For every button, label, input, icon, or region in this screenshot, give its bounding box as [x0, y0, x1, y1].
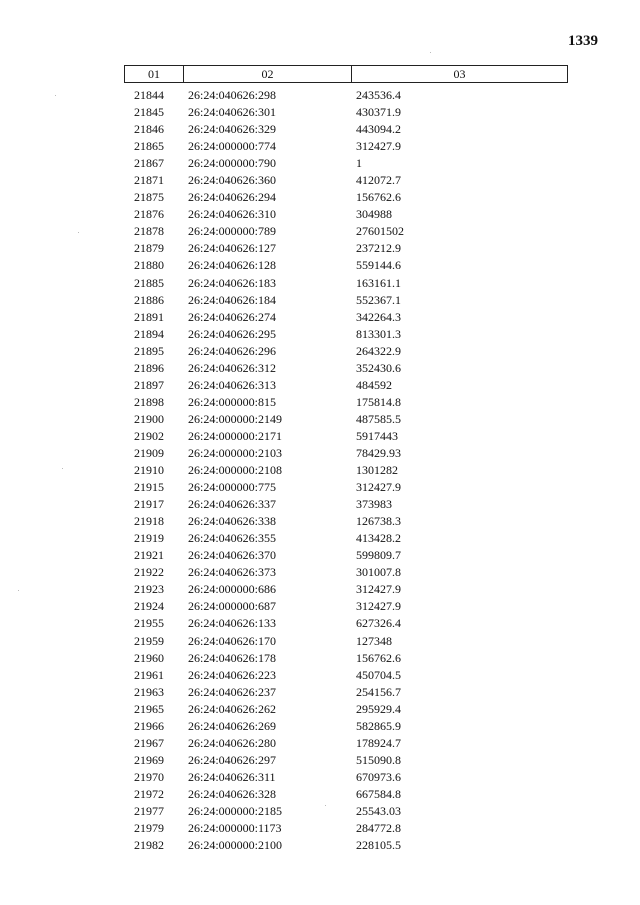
- cell-02: 26:24:040626:223: [188, 667, 277, 682]
- cell-03: 284772.8: [356, 821, 401, 836]
- cell-02: 26:24:040626:355: [188, 531, 277, 546]
- cell-03: 312427.9: [356, 599, 401, 614]
- cell-02: 26:24:040626:297: [188, 752, 277, 767]
- cell-02: 26:24:040626:178: [188, 650, 277, 665]
- cell-02: 26:24:000000:789: [188, 224, 277, 239]
- table-row: [124, 598, 568, 615]
- cell-03: 127348: [356, 633, 392, 648]
- cell-02: 26:24:000000:686: [188, 582, 277, 597]
- table-row: [124, 667, 568, 684]
- table-row: [124, 769, 568, 786]
- cell-02: 26:24:040626:127: [188, 241, 277, 256]
- cell-03: 312427.9: [356, 139, 401, 154]
- table-row: [124, 172, 568, 189]
- table-row: [124, 138, 568, 155]
- cell-02: 26:24:000000:775: [188, 480, 277, 495]
- page-number: 1339: [568, 33, 598, 49]
- table-row: [124, 564, 568, 581]
- table-row: [124, 87, 568, 104]
- cell-03: 243536.4: [356, 88, 401, 102]
- table-row: [124, 309, 568, 326]
- cell-01: 21898: [134, 394, 164, 409]
- table-header: [124, 65, 568, 83]
- cell-02: 26:24:040626:301: [188, 105, 277, 120]
- table-row: [124, 411, 568, 428]
- table-row: [124, 633, 568, 650]
- cell-01: 21959: [134, 633, 164, 648]
- cell-03: 559144.6: [356, 258, 401, 273]
- table-row: [124, 837, 568, 854]
- cell-03: 667584.8: [356, 786, 401, 801]
- cell-02: 26:24:040626:313: [188, 377, 277, 392]
- table-row: [124, 513, 568, 530]
- table-row: [124, 275, 568, 292]
- column-header-01: 01: [125, 66, 184, 82]
- cell-01: 21846: [134, 122, 164, 137]
- cell-01: 21871: [134, 173, 164, 188]
- cell-02: 26:24:040626:296: [188, 343, 277, 358]
- cell-01: 21894: [134, 326, 164, 341]
- column-header-03: 03: [453, 67, 466, 81]
- cell-03: 484592: [356, 377, 392, 392]
- cell-01: 21918: [134, 514, 164, 529]
- cell-01: 21885: [134, 275, 164, 290]
- cell-01: 21965: [134, 701, 164, 716]
- table-row: [124, 701, 568, 718]
- cell-01: 21910: [134, 463, 164, 478]
- cell-01: 21923: [134, 582, 164, 597]
- table-row: [124, 343, 568, 360]
- cell-03: 412072.7: [356, 173, 401, 188]
- cell-02: 26:24:000000:2185: [188, 803, 283, 818]
- cell-02: 26:24:040626:269: [188, 718, 277, 733]
- cell-03: 312427.9: [356, 480, 401, 495]
- cell-01: 21880: [134, 258, 164, 273]
- cell-03: 295929.4: [356, 701, 401, 716]
- cell-01: 21867: [134, 156, 164, 171]
- cell-02: 26:24:040626:370: [188, 548, 277, 563]
- cell-01: 21955: [134, 616, 164, 631]
- cell-02: 26:24:040626:262: [188, 701, 277, 716]
- cell-02: 26:24:040626:328: [188, 786, 277, 801]
- cell-02: 26:24:000000:1173: [188, 821, 282, 836]
- cell-02: 26:24:040626:311: [188, 769, 276, 784]
- cell-03: 430371.9: [356, 105, 401, 120]
- cell-02: 26:24:040626:298: [188, 88, 277, 102]
- cell-01: 21865: [134, 139, 164, 154]
- cell-02: 26:24:040626:183: [188, 275, 277, 290]
- cell-01: 21891: [134, 309, 164, 324]
- cell-03: 582865.9: [356, 718, 401, 733]
- cell-02: 26:24:040626:184: [188, 292, 277, 307]
- table-row: [124, 257, 568, 274]
- cell-01: 21982: [134, 838, 164, 853]
- cell-03: 443094.2: [356, 122, 401, 137]
- cell-01: 21876: [134, 207, 164, 222]
- scan-speck: [78, 232, 79, 233]
- table-row: [124, 462, 568, 479]
- cell-01: 21979: [134, 821, 164, 836]
- cell-02: 26:24:040626:128: [188, 258, 277, 273]
- cell-03: 228105.5: [356, 838, 401, 853]
- cell-02: 26:24:000000:2103: [188, 445, 283, 460]
- cell-03: 25543.03: [356, 803, 401, 818]
- cell-01: 21921: [134, 548, 164, 563]
- scan-speck: [18, 590, 19, 591]
- cell-03: 264322.9: [356, 343, 401, 358]
- cell-03: 126738.3: [356, 514, 401, 529]
- cell-01: 21902: [134, 428, 164, 443]
- cell-02: 26:24:000000:790: [188, 156, 277, 171]
- table-row: [124, 104, 568, 121]
- cell-02: 26:24:040626:337: [188, 497, 277, 512]
- cell-03: 254156.7: [356, 684, 401, 699]
- cell-03: 1: [356, 156, 362, 171]
- table-row: [124, 650, 568, 667]
- cell-01: 21844: [134, 88, 164, 102]
- cell-03: 352430.6: [356, 360, 401, 375]
- table-row: [124, 803, 568, 820]
- table-row: [124, 377, 568, 394]
- scan-speck: [430, 52, 431, 53]
- cell-01: 21900: [134, 411, 164, 426]
- cell-02: 26:24:040626:373: [188, 565, 277, 580]
- cell-02: 26:24:040626:280: [188, 735, 277, 750]
- cell-01: 21896: [134, 360, 164, 375]
- cell-03: 1301282: [356, 463, 398, 478]
- table-row: [124, 360, 568, 377]
- cell-03: 373983: [356, 497, 392, 512]
- table-row: [124, 121, 568, 138]
- scan-speck: [55, 95, 56, 96]
- cell-03: 163161.1: [356, 275, 401, 290]
- cell-02: 26:24:000000:774: [188, 139, 277, 154]
- cell-02: 26:24:040626:329: [188, 122, 277, 137]
- cell-01: 21919: [134, 531, 164, 546]
- table-row: [124, 581, 568, 598]
- cell-03: 237212.9: [356, 241, 401, 256]
- cell-01: 21895: [134, 343, 164, 358]
- table-row: [124, 240, 568, 257]
- cell-01: 21897: [134, 377, 164, 392]
- cell-01: 21875: [134, 190, 164, 205]
- cell-01: 21963: [134, 684, 164, 699]
- cell-01: 21917: [134, 497, 164, 512]
- table-row: [124, 718, 568, 735]
- cell-01: 21972: [134, 786, 164, 801]
- cell-03: 413428.2: [356, 531, 401, 546]
- cell-02: 26:24:040626:274: [188, 309, 277, 324]
- table-row: [124, 206, 568, 223]
- cell-03: 5917443: [356, 428, 398, 443]
- cell-01: 21879: [134, 241, 164, 256]
- cell-02: 26:24:040626:360: [188, 173, 277, 188]
- cell-02: 26:24:040626:310: [188, 207, 277, 222]
- cell-01: 21960: [134, 650, 164, 665]
- cell-03: 156762.6: [356, 650, 401, 665]
- cell-03: 552367.1: [356, 292, 401, 307]
- cell-03: 342264.3: [356, 309, 401, 324]
- cell-02: 26:24:040626:294: [188, 190, 277, 205]
- cell-03: 515090.8: [356, 752, 401, 767]
- table-row: [124, 479, 568, 496]
- table-row: [124, 735, 568, 752]
- table-row: [124, 223, 568, 240]
- table-row: [124, 155, 568, 172]
- cell-03: 304988: [356, 207, 392, 222]
- cell-03: 627326.4: [356, 616, 401, 631]
- table-body: [124, 87, 568, 854]
- cell-03: 599809.7: [356, 548, 401, 563]
- cell-03: 301007.8: [356, 565, 401, 580]
- cell-02: 26:24:000000:2108: [188, 463, 283, 478]
- cell-03: 450704.5: [356, 667, 401, 682]
- cell-03: 78429.93: [356, 445, 401, 460]
- cell-02: 26:24:040626:237: [188, 684, 277, 699]
- cell-02: 26:24:000000:687: [188, 599, 277, 614]
- table-row: [124, 445, 568, 462]
- table-row: [124, 292, 568, 309]
- cell-03: 487585.5: [356, 411, 401, 426]
- scan-speck: [325, 805, 326, 806]
- cell-01: 21886: [134, 292, 164, 307]
- cell-03: 27601502: [356, 224, 404, 239]
- cell-01: 21969: [134, 752, 164, 767]
- cell-02: 26:24:040626:312: [188, 360, 277, 375]
- cell-02: 26:24:040626:338: [188, 514, 277, 529]
- cell-01: 21977: [134, 803, 164, 818]
- cell-02: 26:24:000000:2100: [188, 838, 283, 853]
- table-row: [124, 530, 568, 547]
- cell-03: 156762.6: [356, 190, 401, 205]
- cell-02: 26:24:040626:133: [188, 616, 277, 631]
- cell-01: 21924: [134, 599, 164, 614]
- table-row: [124, 428, 568, 445]
- cell-02: 26:24:040626:295: [188, 326, 277, 341]
- cell-01: 21845: [134, 105, 164, 120]
- cell-03: 670973.6: [356, 769, 401, 784]
- table-row: [124, 394, 568, 411]
- table-row: [124, 820, 568, 837]
- cell-03: 178924.7: [356, 735, 401, 750]
- table-row: [124, 786, 568, 803]
- cell-03: 813301.3: [356, 326, 401, 341]
- scan-speck: [62, 468, 63, 469]
- table-row: [124, 615, 568, 632]
- cell-02: 26:24:040626:170: [188, 633, 277, 648]
- table-row: [124, 684, 568, 701]
- cell-01: 21878: [134, 224, 164, 239]
- cell-01: 21915: [134, 480, 164, 495]
- table-row: [124, 547, 568, 564]
- column-header-02: 02: [184, 66, 352, 82]
- table-row: [124, 752, 568, 769]
- cell-03: 312427.9: [356, 582, 401, 597]
- table-row: [124, 496, 568, 513]
- cell-02: 26:24:000000:2149: [188, 411, 283, 426]
- cell-01: 21909: [134, 445, 164, 460]
- cell-02: 26:24:000000:815: [188, 394, 277, 409]
- cell-01: 21961: [134, 667, 164, 682]
- table-row: [124, 326, 568, 343]
- cell-02: 26:24:000000:2171: [188, 428, 283, 443]
- cell-03: 175814.8: [356, 394, 401, 409]
- cell-01: 21967: [134, 735, 164, 750]
- cell-01: 21970: [134, 769, 164, 784]
- cell-01: 21922: [134, 565, 164, 580]
- table-row: [124, 189, 568, 206]
- cell-01: 21966: [134, 718, 164, 733]
